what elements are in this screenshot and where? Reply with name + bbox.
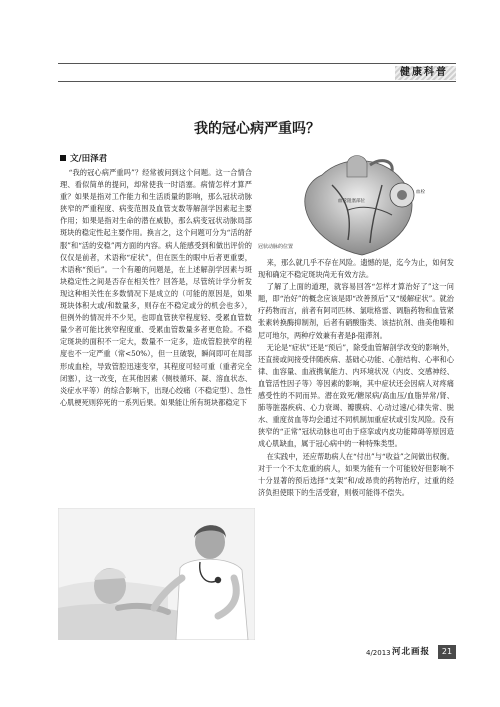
bullet-square-icon (60, 155, 66, 161)
section-tag: 健康科普 (400, 67, 448, 78)
header-rule-top (58, 63, 456, 64)
right-column (258, 257, 454, 629)
paragraph: 无论是“症状”还是“预后”，除受血管解剖学改变的影响外，还直接或间接受伴随疾病、基础心功能、心脏结构、心率和心律、血容量、血液携氧能力、内环境状况（内皮、交感神经、血管活性因子等）等因素的影响，其中症状还会因病人对疼痛感受性的不同而异。潜在致死/糖尿病/高血压/血脂异常/肾、肺等脏器疾病、心力衰竭、瓣膜病、心动过速/心律失常、脱水、重度贫血等均会通过不同机制加重症状或引发风险。没有狭窄的“正常”冠状动脉也可由于痉挛或内皮功能障碍等原因造成心肌缺血，属于冠心病中的一种特殊类型。 (258, 342, 454, 449)
header-rule-bottom (58, 81, 456, 82)
paragraph: 在实践中，还应帮助病人在“付出”与“收益”之间做出权衡。对于一个不太危重的病人，如果为能有一个可能较好但影响不十分显著的预后选择“支架”和/或昂贵的药物治疗，过重的经济负担使眼下的生活受窘，则极可能得不偿失。 (258, 451, 454, 497)
author-name: 文/田泽君 (70, 154, 108, 164)
nurse-patient-photo (58, 508, 255, 640)
heart-label-blockage: 血管阻塞部位 (338, 199, 365, 204)
paragraph: 来，那么就几乎不存在风险。遗憾的是，迄今为止，如何发现和确定不稳定斑块尚无有效方法。 (258, 258, 454, 280)
heart-drawing (252, 155, 454, 257)
heart-illustration (252, 155, 454, 257)
author-line (60, 152, 107, 164)
magazine-brand: 河北画报 (392, 647, 431, 657)
page-number: 21 (438, 645, 456, 659)
issue-number: 4/2013 (366, 649, 391, 657)
left-column (60, 167, 252, 507)
heart-label-coronary: 冠状动脉的位置 (258, 244, 294, 250)
article-title: 我的冠心病严重吗？ (194, 121, 320, 137)
heart-label-thrombus: 血栓 (416, 190, 425, 195)
photo-drawing (58, 508, 255, 640)
paragraph: 了解了上面的道理，就容易回答“怎样才算治好了”这一问题，即“治好”的概念应该是即“改善预后”又“缓解症状”。就治疗药物而言，前者有阿司匹林、氯吡格雷、调脂药物和血管紧张素转换酶抑制剂，后者有硝酸脂类、该拮抗剂、曲美他嗪和尼可地尔，两种疗效兼有者是β-阻滞剂。 (258, 282, 454, 340)
paragraph: “我的冠心病严重吗”？经常被问到这个问题。这一合情合理、看似简单的提问，却常使我一时语塞。病情怎样才算严重？如果是指对工作能力和生活质量的影响，那么冠状动脉狭窄的严重程度、病变范围及血管支数等解剖学因素起主要作用；如果是指对生命的潜在威胁，那么病变冠状动脉局部斑块的稳定性起主要作用。换言之，这个问题可分为“活的舒服”和“活的安稳”两方面的内容。病人能感受到和做出评价的仅仅是前者，术语称“症状”，但在医生的眼中后者更重要，术语称“预后”。一个有趣的问题是，在上述解剖学因素与斑块稳定性之间是否存在相关性？回答是，尽管统计学分析发现这种相关性在多数情况下是成立的（可能的原因是，如果斑块体积大或/和数量多，则存在不稳定或分的机会也多），但例外的情况并不少见，也即血管狭窄程度轻、受累血管数量少者可能比狭窄程度重、受累血管数量多者更危险。不稳定斑块的面积不一定大，数量不一定多，造成管腔狭窄的程度也不一定严重（常<50%），但一旦破裂，瞬间即可在局部形成血栓，导致管腔迅速变窄，其程度可轻可重（重者完全闭塞），这一改变，在其他因素（侧枝循环、凝、溶血状态、炎症水平等）的综合影响下，出现心绞痛（不稳定型）、急性心肌梗死则猝死的一系列后果。如果能让所有斑块都稳定下 (60, 168, 252, 407)
